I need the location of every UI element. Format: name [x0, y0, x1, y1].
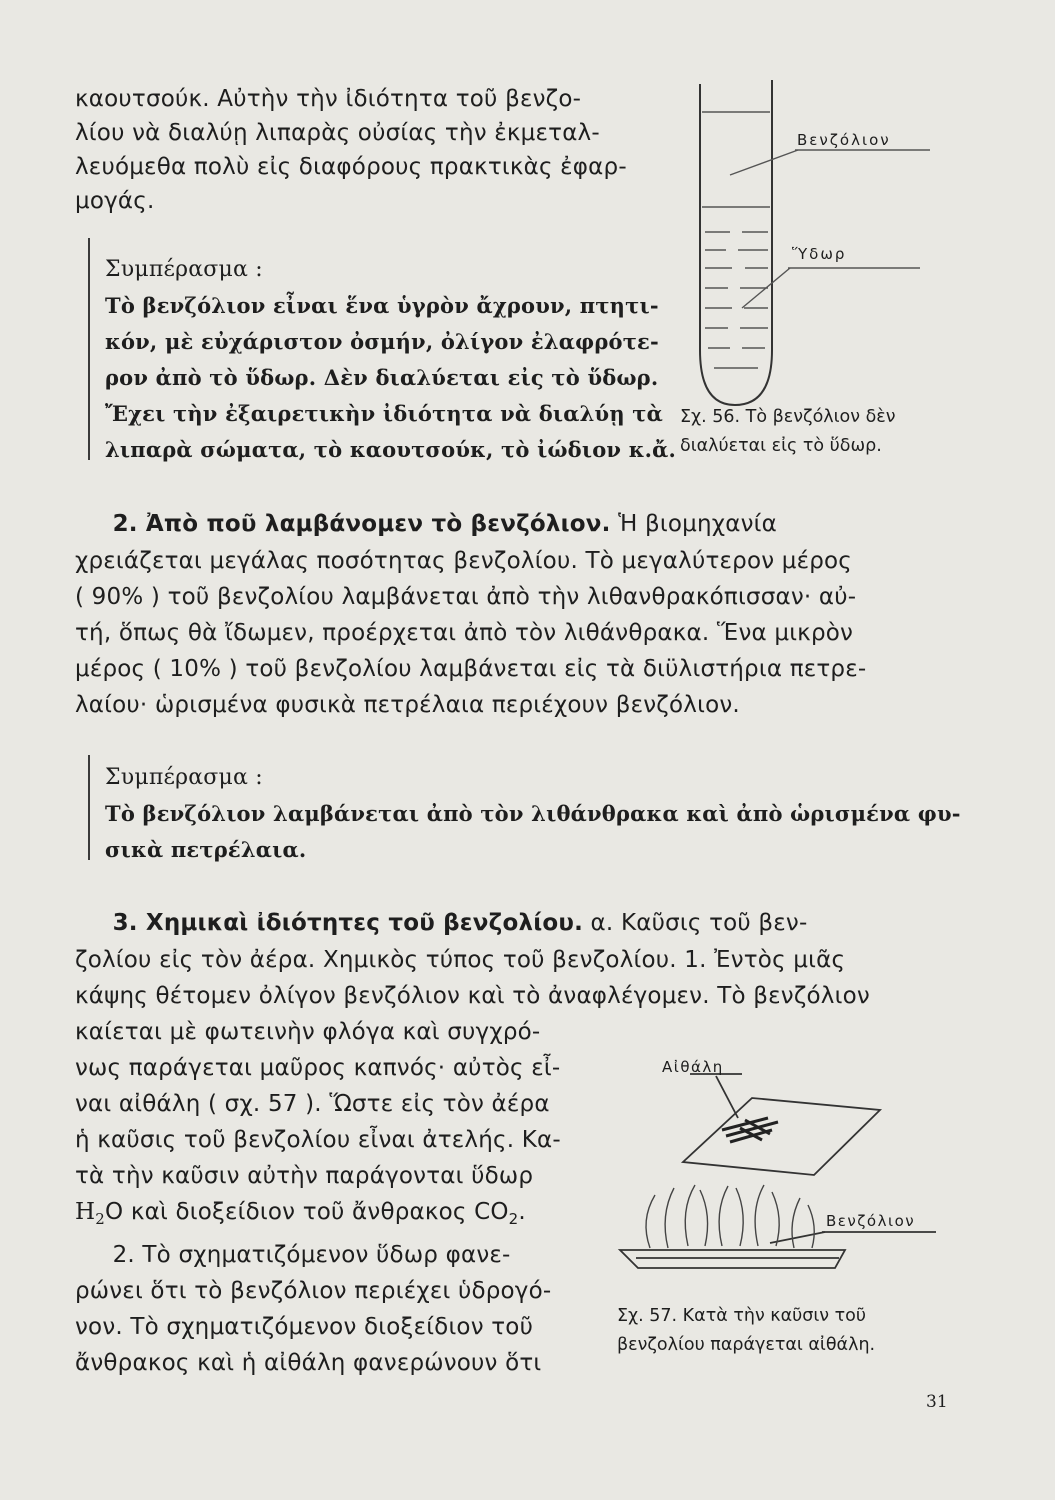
text-line: χρειάζεται μεγάλας ποσότητας βενζολίου. Τὸ μεγαλύτερον μέρος — [75, 548, 853, 574]
text-line: ( 90% ) τοῦ βενζολίου λαμβάνεται ἀπὸ τὴν λιθανθρακόπισσαν· αὐ- — [75, 584, 857, 610]
text-line: κόν, μὲ εὐχάριστον ὀσμήν, ὀλίγον ἐλαφρότε- — [105, 329, 659, 354]
caption-line: Σχ. 56. Τὸ βενζόλιον δὲν — [680, 407, 896, 427]
section-3-first-line-rest: α. Καῦσις τοῦ βεν- — [583, 910, 808, 936]
text-line: λευόμεθα πολὺ εἰς διαφόρους πρακτικὰς ἐφαρ- — [75, 154, 627, 180]
text-line: τὰ τὴν καῦσιν αὐτὴν παράγονται ὕδωρ — [75, 1163, 534, 1189]
para-2-start: 2. Τὸ σχηματιζόμενον ὕδωρ φανε- — [112, 1242, 511, 1268]
text-line: Ἔχει τὴν ἐξαιρετικὴν ἰδιότητα νὰ διαλύῃ τὰ — [105, 401, 663, 426]
formula-co-subscript: 2 — [508, 1210, 519, 1228]
text-line: ρώνει ὅτι τὸ βενζόλιον περιέχει ὑδρογό- — [75, 1278, 552, 1304]
text-line: ζολίου εἰς τὸν ἀέρα. Χημικὸς τύπος τοῦ βενζολίου. 1. Ἐντὸς μιᾶς — [75, 947, 846, 973]
label-soot: Αἰθάλη — [662, 1058, 724, 1076]
text-line: λίου νὰ διαλύῃ λιπαρὰς οὐσίας τὴν ἐκμεταλ- — [75, 120, 600, 146]
formula-text: O καὶ διοξείδιον τοῦ ἄνθρακος CO — [105, 1199, 509, 1225]
formula-end: . — [518, 1199, 526, 1225]
text-line: τή, ὅπως θὰ ἴδωμεν, προέρχεται ἀπὸ τὸν λιθάνθρακα. Ἕνα μικρὸν — [75, 620, 854, 646]
formula-h: H — [75, 1199, 96, 1225]
text-line: ρον ἀπὸ τὸ ὕδωρ. Δὲν διαλύεται εἰς τὸ ὕδωρ. — [105, 365, 659, 390]
text-line: ἡ καῦσις τοῦ βενζολίου εἶναι ἀτελής. Κα- — [75, 1127, 561, 1153]
section-2-title: 2. Ἀπὸ ποῦ λαμβάνομεν τὸ βενζόλιον. — [112, 511, 611, 537]
caption-line: Σχ. 57. Κατὰ τὴν καῦσιν τοῦ — [617, 1306, 866, 1326]
text-line: ναι αἰθάλη ( σχ. 57 ). Ὥστε εἰς τὸν ἀέρα — [75, 1091, 550, 1117]
caption-line: βενζολίου παράγεται αἰθάλη. — [617, 1335, 876, 1355]
text-line: μογάς. — [75, 188, 155, 214]
conclusion-heading: Συμπέρασμα : — [105, 257, 263, 282]
label-benzene-tube: Βενζόλιον — [797, 131, 891, 149]
label-water-tube: Ὕδωρ — [792, 245, 847, 263]
text-line: λαίου· ὡρισμένα φυσικὰ πετρέλαια περιέχουν βενζόλιον. — [75, 692, 740, 718]
label-benzene-dish: Βενζόλιον — [826, 1212, 916, 1230]
text-line: ἄνθρακος καὶ ἡ αἰθάλη φανερώνουν ὅτι — [75, 1350, 542, 1376]
text-line: σικὰ πετρέλαια. — [105, 837, 307, 862]
text-line: νον. Τὸ σχηματιζόμενον διοξείδιον τοῦ — [75, 1314, 534, 1340]
page-number: 31 — [926, 1392, 948, 1412]
section-3-title: 3. Χημικαὶ ἰδιότητες τοῦ βενζολίου. — [112, 910, 584, 936]
text-line: νως παράγεται μαῦρος καπνός· αὐτὸς εἶ- — [75, 1055, 561, 1081]
formula-h-subscript: 2 — [95, 1210, 106, 1228]
text-line: καουτσούκ. Αὐτὴν τὴν ἰδιότητα τοῦ βενζο- — [75, 86, 582, 112]
section-2-first-line-rest: Ἡ βιομηχανία — [610, 511, 778, 537]
text-line: Τὸ βενζόλιον εἶναι ἕνα ὑγρὸν ἄχρουν, πτητι- — [105, 293, 659, 318]
text-line: κάψης θέτομεν ὀλίγον βενζόλιον καὶ τὸ ἀναφλέγομεν. Τὸ βενζόλιον — [75, 983, 870, 1009]
figure-57-caption — [617, 1302, 875, 1360]
conclusion-heading: Συμπέρασμα : — [105, 765, 263, 790]
text-line: λιπαρὰ σώματα, τὸ καουτσούκ, τὸ ἰώδιον κ.ἄ. — [105, 437, 677, 462]
text-line: Τὸ βενζόλιον λαμβάνεται ἀπὸ τὸν λιθάνθρακα καὶ ἀπὸ ὡρισμένα φυ- — [105, 801, 961, 826]
text-line: καίεται μὲ φωτεινὴν φλόγα καὶ συγχρό- — [75, 1019, 541, 1045]
text-line: μέρος ( 10% ) τοῦ βενζολίου λαμβάνεται εἰς τὰ διϋλιστήρια πετρε- — [75, 656, 867, 682]
caption-line: διαλύεται εἰς τὸ ὕδωρ. — [680, 436, 882, 456]
